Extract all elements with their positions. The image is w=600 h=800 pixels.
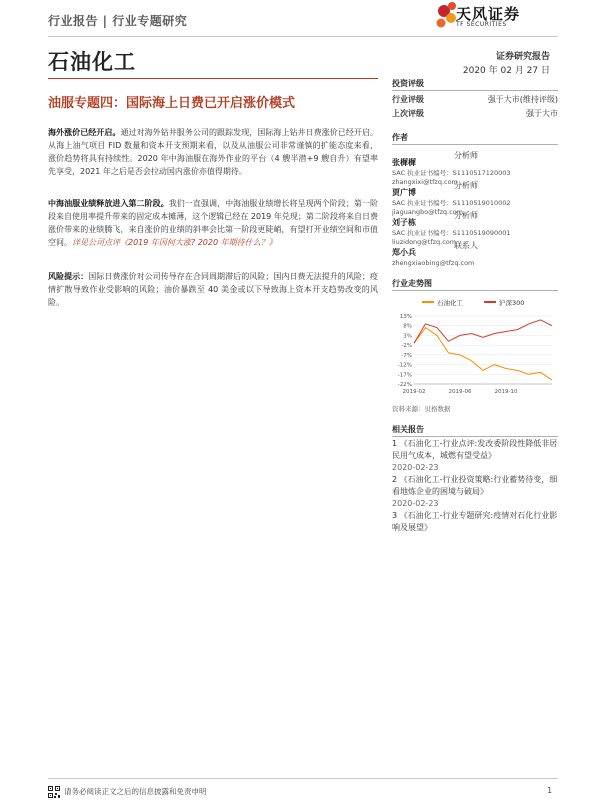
legend-label: 沪深300 <box>499 299 525 307</box>
company-name-en: TF SECURITIES <box>456 21 507 28</box>
x-tick-label: 2019-06 <box>448 389 472 395</box>
author-role: 分析师 <box>454 211 478 220</box>
author-role: 分析师 <box>454 151 478 160</box>
series-line <box>414 320 552 343</box>
y-tick-label: -22% <box>397 382 412 388</box>
breadcrumb: 行业报告 | 行业专题研究 <box>48 14 188 28</box>
report-date: 2020 年 02 月 27 日 <box>462 66 550 76</box>
industry-rating-row <box>392 94 558 105</box>
author-email[interactable]: zhangxixi@tfzq.com <box>392 178 458 186</box>
author-block <box>392 240 558 268</box>
paragraph-cosl <box>48 197 378 249</box>
paragraph-lead: 中海油服业绩释放进入第二阶段。 <box>48 199 169 208</box>
paragraph-lead: 风险提示： <box>48 272 89 281</box>
y-tick-label: -2% <box>401 343 412 350</box>
y-tick-label: -17% <box>397 372 412 379</box>
y-tick-label: 8% <box>403 323 412 330</box>
author-cert: SAC 执业证书编号：S1110519010002 <box>392 199 511 207</box>
author-email[interactable]: jiaguangbo@tfzq.com <box>392 208 463 216</box>
paragraph-text: 我们一直强调，中海油服业绩增长将呈现两个阶段；第一阶段来自使用率提升带来的固定成本摊薄，这个逻辑已经在 2019 年兑现；第二阶段将来自日费涨价带来的业绩腾飞，来自涨价的业绩的斜率会比第一阶段更陡峭，有望打开业绩空间和市值空间。 <box>48 199 378 247</box>
report-title: 油服专题四：国际海上日费已开启涨价模式 <box>48 96 296 111</box>
authors-divider <box>392 144 558 145</box>
company-name: 天风证券 <box>456 5 521 23</box>
author-role: 分析师 <box>454 181 478 190</box>
rating-divider <box>392 90 558 91</box>
author-email[interactable]: liuzidong@tfzq.com <box>392 238 457 246</box>
related-report-date: 2020-02-23 <box>392 463 439 472</box>
paragraph-text: 通过对海外钻井服务公司的跟踪发现，国际海上钻井日费涨价已经开启。从海上油气项目 FID 数量和资本开支预期来看，以及从油服公司非常谨慎的扩能态度来看，涨价趋势将具有持续性。2020 年中海油服在海外作业的平台（4 艘半潜+9 艘自升）有望率先享受，2021 年之后是否会拉动国内涨价亦值得期待。 <box>48 128 378 176</box>
header-divider <box>48 36 558 37</box>
author-email[interactable]: zhengxiaobing@tfzq.com <box>392 259 475 267</box>
y-tick-label: -12% <box>397 362 412 369</box>
paragraph-risk <box>48 270 378 309</box>
related-report-link[interactable]: 3 《石油化工-行业专题研究:疫情对石化行业影响及展望》 <box>392 511 558 532</box>
last-rating-value: 强于大市 <box>526 109 558 118</box>
qr-code-icon <box>48 786 60 798</box>
author-name: 郑小兵 <box>392 248 416 257</box>
related-list <box>392 438 558 534</box>
paragraph-text: 国际日费涨价对公司传导存在合同周期滞后的风险；国内日费无法提升的风险；疫情扩散导致作业受影响的风险；油价暴跌至 40 美金或以下导致海上资本开支趋势改变的风险。 <box>48 272 378 307</box>
trend-divider <box>392 290 558 291</box>
legend-label: 石油化工 <box>437 299 463 307</box>
rating-header: 投资评级 <box>392 79 424 88</box>
authors-header: 作者 <box>392 133 408 142</box>
author-name: 贾广博 <box>392 188 416 197</box>
report-type: 证券研究报告 <box>495 52 550 62</box>
y-tick-label: 13% <box>399 314 412 320</box>
industry-rating-label: 行业评级 <box>392 95 424 104</box>
page-number: 1 <box>547 786 552 795</box>
industry-title: 石油化工 <box>48 50 136 74</box>
y-tick-label: 3% <box>403 333 412 340</box>
disclaimer-text: 请务必阅读正文之后的信息披露和免责申明 <box>64 787 207 796</box>
author-name: 刘子栋 <box>392 218 416 227</box>
title-divider <box>48 78 378 79</box>
chart-source: 资料来源：贝格数据 <box>392 405 451 413</box>
last-rating-label: 上次评级 <box>392 109 424 118</box>
footer-divider <box>48 778 558 779</box>
last-rating-row <box>392 108 558 119</box>
related-header: 相关报告 <box>392 425 424 434</box>
author-name: 张樨樨 <box>392 158 416 167</box>
industry-trend-chart <box>392 294 558 398</box>
industry-rating-value: 强于大市(维持评级) <box>487 95 558 104</box>
related-link[interactable]: 详见公司点评《2019 年因何大涨? 2020 年期待什么？》 <box>72 238 277 247</box>
author-role: 联系人 <box>454 241 478 250</box>
paragraph-lead: 海外涨价已经开启。 <box>48 128 121 137</box>
y-tick-label: -7% <box>401 352 412 359</box>
related-divider <box>392 436 558 437</box>
author-cert: SAC 执业证书编号：S1110519090001 <box>392 229 511 237</box>
paragraph-overseas <box>48 126 378 178</box>
related-report-link[interactable]: 1 《石油化工-行业点评:发改委阶段性降低非居民用气成本，城燃有望受益》 <box>392 439 558 460</box>
author-cert: SAC 执业证书编号：S1110517120003 <box>392 169 511 177</box>
x-tick-label: 2019-10 <box>494 389 518 395</box>
related-report-date: 2020-02-23 <box>392 499 439 508</box>
related-report-link[interactable]: 2 《石油化工-行业投资策略:行业蓄势待变，细看地炼企业的困境与破局》 <box>392 475 558 496</box>
trend-header: 行业走势图 <box>392 279 432 288</box>
x-tick-label: 2019-02 <box>402 389 426 395</box>
